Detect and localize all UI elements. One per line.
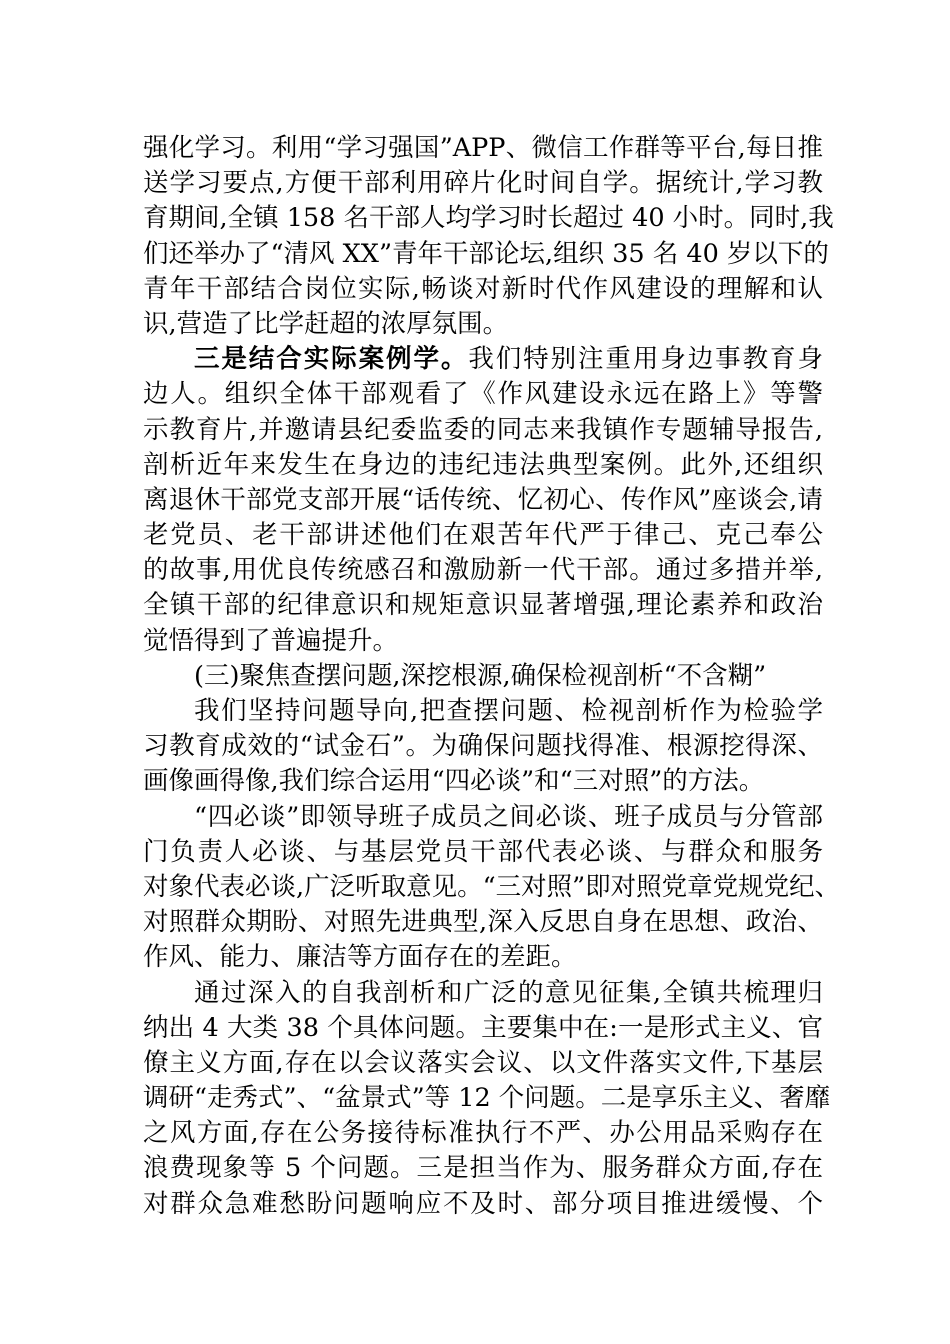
text-line: 通过深入的自我剖析和广泛的意见征集,全镇共梳理归 [194, 977, 823, 1008]
text-line: 对群众急难愁盼问题响应不及时、部分项目推进缓慢、个 [143, 1188, 823, 1219]
document-body [143, 131, 841, 1222]
text-line: 送学习要点,方便干部利用碎片化时间自学。据统计,学习教 [143, 168, 823, 199]
text-line: 离退休干部党支部开展“话传统、忆初心、传作风”座谈会,请 [143, 484, 823, 515]
lead-line-rest: 我们特别注重用身边事教育身 [468, 344, 823, 375]
text-line: 全镇干部的纪律意识和规矩意识显著增强,理论素养和政治 [143, 590, 823, 621]
text-line: 觉悟得到了普遍提升。 [143, 625, 399, 656]
text-line [143, 342, 823, 377]
text-line: 画像画得像,我们综合运用“四必谈”和“三对照”的方法。 [143, 766, 765, 797]
text-line: 浪费现象等 5 个问题。三是担当作为、服务群众方面,存在 [143, 1153, 823, 1184]
text-line: 育期间,全镇 158 名干部人均学习时长超过 40 小时。同时,我 [143, 203, 834, 234]
text-line: 强化学习。利用“学习强国”APP、微信工作群等平台,每日推 [143, 133, 823, 163]
text-line: 对象代表必谈,广泛听取意见。“三对照”即对照党章党规党纪、 [143, 871, 841, 902]
text-line: 纳出 4 大类 38 个具体问题。主要集中在:一是形式主义、官 [143, 1012, 823, 1043]
text-line: 门负责人必谈、与基层党员干部代表必谈、与群众和服务 [143, 836, 823, 867]
text-line: 作风、能力、廉洁等方面存在的差距。 [143, 942, 577, 973]
text-line: 僚主义方面,存在以会议落实会议、以文件落实文件,下基层 [143, 1047, 823, 1078]
paragraph-case-study [143, 342, 823, 659]
bold-lead-heading: 三是结合实际案例学。 [194, 344, 469, 375]
text-line: 的故事,用优良传统感召和激励新一代干部。通过多措并举, [143, 555, 823, 586]
text-line: 们还举办了“清风 XX”青年干部论坛,组织 35 名 40 岁以下的 [143, 238, 829, 269]
text-line: 我们坚持问题导向,把查摆问题、检视剖析作为检验学 [194, 696, 823, 726]
text-line: “四必谈”即领导班子成员之间必谈、班子成员与分管部 [194, 801, 823, 832]
text-line: 老党员、老干部讲述他们在艰苦年代严于律己、克己奉公 [143, 520, 823, 551]
section-heading-text: (三)聚焦查摆问题,深挖根源,确保检视剖析“不含糊” [194, 660, 767, 691]
text-line: 示教育片,并邀请县纪委监委的同志来我镇作专题辅导报告, [143, 414, 823, 445]
text-line: 之风方面,存在公务接待标准执行不严、办公用品采购存在 [143, 1118, 823, 1149]
paragraph-study-platforms [143, 131, 834, 342]
paragraph-problem-orientation [143, 694, 823, 800]
section-heading [143, 659, 823, 694]
text-line: 边人。组织全体干部观看了《作风建设永远在路上》等警 [143, 379, 823, 410]
text-line: 识,营造了比学赶超的浓厚氛围。 [143, 308, 509, 339]
text-line: 剖析近年来发生在身边的违纪违法典型案例。此外,还组织 [143, 449, 823, 480]
text-line: 调研“走秀式”、“盆景式”等 12 个问题。二是享乐主义、奢靡 [143, 1083, 831, 1114]
text-line: 习教育成效的“试金石”。为确保问题找得准、根源挖得深、 [143, 731, 823, 762]
paragraph-four-talks [143, 800, 841, 976]
text-line: 对照群众期盼、对照先进典型,深入反思自身在思想、政治、 [143, 907, 823, 938]
text-line: 青年干部结合岗位实际,畅谈对新时代作风建设的理解和认 [143, 273, 823, 304]
paragraph-issues-summary [143, 976, 831, 1222]
